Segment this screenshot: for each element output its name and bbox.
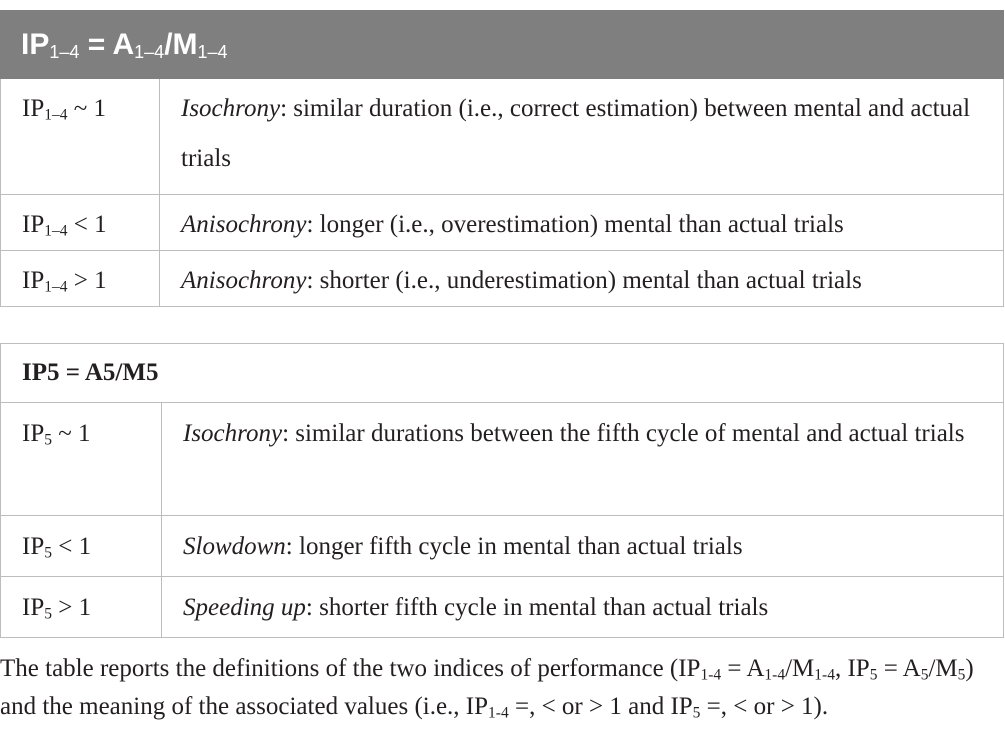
- caption-sub: 5: [869, 666, 878, 684]
- cond-sub: 5: [44, 431, 52, 449]
- meaning-cell: [160, 251, 1004, 307]
- cond-rel: ~ 1: [51, 420, 91, 447]
- condition-cell: [1, 251, 160, 307]
- meaning-desc: : longer fifth cycle in mental than actual trials: [285, 533, 743, 560]
- caption-sub: 5: [957, 666, 966, 684]
- table-row: [1, 251, 1004, 307]
- meaning-cell: [162, 577, 1004, 638]
- cond-sub: 5: [44, 605, 52, 623]
- header-a: = A: [79, 28, 135, 61]
- table-header: [1, 11, 1004, 79]
- caption-text: /M: [785, 655, 815, 682]
- caption-text: = A: [721, 655, 765, 682]
- cond-rel: ~ 1: [67, 95, 107, 122]
- condition-cell: [1, 195, 160, 251]
- meaning-cell: [160, 195, 1004, 251]
- cond-sub: 1–4: [44, 278, 68, 296]
- condition-cell: [1, 577, 162, 638]
- condition-cell: [1, 403, 162, 516]
- header-cell: IP5 = A5/M5: [1, 344, 1004, 403]
- cond-rel: < 1: [51, 533, 92, 560]
- performance-index-table-1-4: [0, 10, 1004, 307]
- meaning-cell: [162, 516, 1004, 577]
- caption-sub: 1-4: [764, 666, 786, 684]
- meaning-term: Anisochrony: [181, 211, 307, 238]
- meaning-cell: [160, 79, 1004, 195]
- caption-sub: 1-4: [700, 666, 722, 684]
- cond-ip: IP: [22, 267, 45, 294]
- cond-sub: 1–4: [44, 222, 68, 240]
- caption-text: The table reports the definitions of the two indices of performance (IP: [0, 655, 701, 682]
- table-row: [1, 516, 1004, 577]
- header-cell: [1, 11, 1004, 79]
- meaning-cell: [162, 403, 1004, 516]
- table-header: [1, 344, 1004, 403]
- table-caption: [0, 650, 1000, 726]
- cond-ip: IP: [22, 95, 45, 122]
- cond-rel: < 1: [67, 211, 107, 238]
- caption-sub: 1-4: [488, 704, 509, 722]
- caption-sub: 5: [692, 704, 701, 722]
- cond-ip: IP: [22, 594, 45, 621]
- table-row: [1, 195, 1004, 251]
- condition-cell: [1, 79, 160, 195]
- table-row: [1, 577, 1004, 638]
- caption-text: =, < or > 1 and IP: [508, 693, 693, 720]
- header-ip: IP: [21, 28, 50, 61]
- caption-text: = A: [877, 655, 921, 682]
- meaning-term: Slowdown: [183, 533, 286, 560]
- performance-index-table-5: [0, 343, 1004, 638]
- caption-text: /M: [928, 655, 958, 682]
- meaning-desc: : shorter fifth cycle in mental than actual trials: [305, 594, 769, 621]
- cond-ip: IP: [22, 533, 45, 560]
- meaning-desc: : shorter (i.e., underestimation) mental than actual trials: [306, 267, 862, 294]
- header-a-sub: 1–4: [134, 41, 165, 62]
- cond-sub: 5: [44, 544, 52, 562]
- meaning-term: Speeding up: [183, 594, 306, 621]
- condition-cell: [1, 516, 162, 577]
- cond-ip: IP: [22, 211, 45, 238]
- caption-text: =, < or > 1).: [700, 693, 829, 720]
- caption-sub: 5: [920, 666, 929, 684]
- cond-ip: IP: [22, 420, 45, 447]
- caption-text: ) and the meaning of the associated values (i.e., IP: [0, 655, 974, 720]
- meaning-term: Isochrony: [183, 420, 283, 447]
- meaning-desc: : similar durations between the fifth cycle of mental and actual trials: [282, 420, 965, 447]
- meaning-desc: : similar duration (i.e., correct estimation) between mental and actual trials: [181, 95, 971, 172]
- cond-rel: > 1: [51, 594, 92, 621]
- meaning-term: Anisochrony: [181, 267, 307, 294]
- caption-sub: 1-4: [814, 666, 835, 684]
- meaning-term: Isochrony: [181, 95, 281, 122]
- table-row: [1, 79, 1004, 195]
- header-m: /M: [164, 28, 198, 61]
- meaning-desc: : longer (i.e., overestimation) mental than actual trials: [306, 211, 844, 238]
- header-m-sub: 1–4: [197, 41, 228, 62]
- caption-text: , IP: [834, 655, 870, 682]
- cond-rel: > 1: [67, 267, 107, 294]
- header-ip-sub: 1–4: [49, 41, 80, 62]
- table-row: [1, 403, 1004, 516]
- cond-sub: 1–4: [44, 106, 68, 124]
